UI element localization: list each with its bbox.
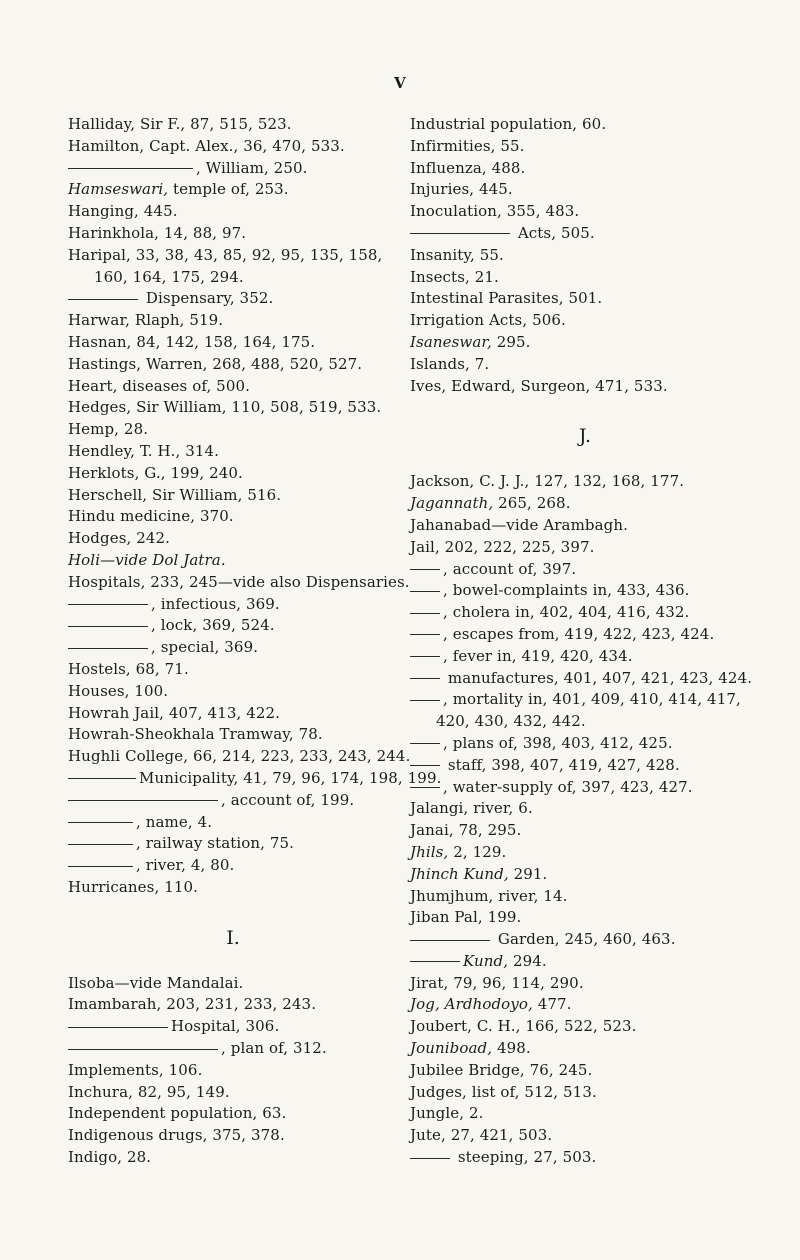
entry-text: 477. [532, 995, 572, 1014]
entry-text: Haripal, 33, 38, 43, 85, 92, 95, 135, 158, 160, 164, 175, 294. [68, 245, 383, 286]
entry-text: , fever in, 419, 420, 434. [443, 646, 633, 665]
entry-text: Hurricanes, 110. [68, 877, 198, 896]
entry-text: 265, 268. [493, 494, 571, 513]
entry-text: Ives, Edward, Surgeon, 471, 533. [410, 376, 668, 395]
ditto-dash [410, 613, 440, 614]
entry-text: Hodges, 242. [68, 529, 171, 548]
entry-text: Influenza, 488. [410, 158, 526, 177]
index-entry [68, 376, 398, 398]
index-entry [410, 907, 760, 929]
entry-text: , name, 4. [136, 812, 213, 831]
index-entry [410, 1147, 760, 1169]
index-entry [68, 419, 398, 441]
ditto-dash [410, 233, 510, 234]
entry-text: Judges, list of, 512, 513. [410, 1082, 597, 1101]
index-entry [410, 929, 760, 951]
entry-text: , William, 250. [196, 158, 308, 177]
entry-italic-term: Hamseswari, [68, 180, 169, 199]
entry-text: , mortality in, 401, 409, 410, 414, 417, 420, 430, 432, 442. [436, 690, 741, 731]
entry-text: Independent population, 63. [68, 1104, 287, 1123]
index-entry [410, 158, 760, 180]
entry-text: Hastings, Warren, 268, 488, 520, 527. [68, 354, 363, 373]
entry-text: Industrial population, 60. [410, 115, 607, 133]
index-entry [68, 310, 398, 332]
index-entry [410, 668, 760, 690]
index-entry [68, 659, 398, 681]
entry-text: Hospital, 306. [171, 1017, 280, 1036]
entry-text: Jubilee Bridge, 76, 245. [410, 1060, 593, 1079]
ditto-dash [410, 634, 440, 635]
entry-italic-term: Kund, [463, 951, 509, 970]
entry-text: Hendley, T. H., 314. [68, 441, 220, 460]
index-entry [410, 1016, 760, 1038]
entry-text: Jackson, C. J. J., 127, 132, 168, 177. [410, 472, 685, 491]
entry-text: Jiban Pal, 199. [410, 908, 522, 927]
ditto-dash [68, 1049, 218, 1050]
index-entry [410, 798, 760, 820]
ditto-dash [410, 591, 440, 592]
entry-text: Jalangi, river, 6. [410, 799, 533, 818]
entry-text: Implements, 106. [68, 1060, 203, 1079]
index-entry [68, 833, 398, 855]
section-letter: J. [578, 425, 592, 448]
index-entry [68, 1147, 398, 1169]
index-entry [68, 1125, 398, 1147]
entry-text: Inchura, 82, 95, 149. [68, 1082, 230, 1101]
index-entry [410, 1082, 760, 1104]
ditto-dash [68, 1027, 168, 1028]
entry-italic-term: Isaneswar, [410, 332, 492, 351]
index-entry [410, 493, 760, 515]
index-entry [68, 594, 398, 616]
index-entry [68, 354, 398, 376]
entry-text: Howrah Jail, 407, 413, 422. [68, 703, 281, 722]
entry-text: Jute, 27, 421, 503. [410, 1126, 553, 1145]
entry-text: Islands, 7. [410, 354, 490, 373]
entry-text: Infirmities, 55. [410, 136, 525, 155]
entry-text: Dispensary, 352. [141, 289, 274, 308]
index-entry [410, 288, 760, 310]
entry-text: Heart, diseases of, 500. [68, 376, 250, 395]
entry-italic-term: Jhils, [410, 842, 449, 861]
entry-text: Herschell, Sir William, 516. [68, 485, 282, 504]
entry-text: Indigo, 28. [68, 1148, 152, 1167]
ditto-dash [68, 844, 133, 845]
index-column-right [410, 114, 760, 1169]
section-letter: I. [226, 926, 240, 949]
entry-text: , cholera in, 402, 404, 416, 432. [443, 603, 690, 622]
index-entry [68, 615, 398, 637]
index-entry [410, 1060, 760, 1082]
entry-italic-term: Jog, Ardhodoyo, [410, 995, 533, 1014]
ditto-dash [410, 656, 440, 657]
entry-text: Imambarah, 203, 231, 233, 243. [68, 995, 317, 1014]
index-entry [68, 1103, 398, 1125]
entry-text: Jungle, 2. [410, 1104, 484, 1123]
entry-text: Intestinal Parasites, 501. [410, 289, 603, 308]
entry-text: Joubert, C. H., 166, 522, 523. [410, 1017, 637, 1036]
entry-text: temple of, 253. [168, 180, 289, 199]
index-entry [68, 746, 411, 768]
entry-text: 291. [508, 864, 548, 883]
entry-italic-term: Jouniboad, [410, 1039, 493, 1058]
index-entry [68, 1060, 398, 1082]
entry-text: Jail, 202, 222, 225, 397. [410, 537, 595, 556]
entry-text: , lock, 369, 524. [151, 616, 275, 635]
entry-text: Insanity, 55. [410, 245, 504, 264]
index-entry [68, 768, 442, 790]
entry-text: , special, 369. [151, 638, 259, 657]
ditto-dash [410, 569, 440, 570]
index-entry [410, 624, 760, 646]
index-entry [68, 441, 398, 463]
entry-text: , escapes from, 419, 422, 423, 424. [443, 624, 715, 643]
entry-text: 295. [491, 332, 531, 351]
entry-text: 498. [492, 1039, 531, 1058]
index-entry [410, 332, 760, 354]
entry-text: Houses, 100. [68, 681, 169, 700]
index-entry [410, 864, 760, 886]
index-entry [410, 354, 760, 376]
index-entry [68, 994, 398, 1016]
entry-text: 294. [508, 951, 547, 970]
entry-text: Hemp, 28. [68, 420, 149, 439]
index-entry [410, 179, 760, 201]
entry-text: Janai, 78, 295. [410, 821, 522, 840]
index-entry [410, 267, 760, 289]
entry-text: Irrigation Acts, 506. [410, 311, 566, 330]
entry-text: , river, 4, 80. [136, 856, 235, 875]
index-entry [410, 646, 760, 668]
index-entry [410, 1103, 760, 1125]
entry-text: Jahanabad—vide Arambagh. [410, 515, 628, 534]
index-entry [410, 376, 760, 398]
entry-text: , infectious, 369. [151, 594, 280, 613]
index-entry [410, 689, 760, 733]
index-entry [68, 1038, 398, 1060]
index-entry [68, 485, 398, 507]
entry-text: manufactures, 401, 407, 421, 423, 424. [443, 668, 753, 687]
index-entry [68, 637, 398, 659]
index-entry [68, 288, 398, 310]
ditto-dash [68, 800, 218, 801]
entry-italic-term: Jhinch Kund, [410, 864, 509, 883]
entry-text: Hamilton, Capt. Alex., 36, 470, 533. [68, 136, 345, 155]
ditto-dash [68, 626, 148, 627]
index-entry [68, 812, 398, 834]
index-entry [410, 602, 760, 624]
entry-text: Hedges, Sir William, 110, 508, 519, 533. [68, 398, 382, 417]
entry-text: , plans of, 398, 403, 412, 425. [443, 733, 673, 752]
ditto-dash [68, 604, 148, 605]
entry-text: Jirat, 79, 96, 114, 290. [410, 973, 584, 992]
index-entry [410, 1038, 760, 1060]
index-entry [410, 537, 760, 559]
index-entry [410, 755, 760, 777]
entry-text: , bowel-complaints in, 433, 436. [443, 581, 690, 600]
index-entry [410, 951, 760, 973]
entry-text: Harinkhola, 14, 88, 97. [68, 223, 247, 242]
entry-text: Howrah-Sheokhala Tramway, 78. [68, 725, 323, 744]
entry-text: Indigenous drugs, 375, 378. [68, 1126, 285, 1145]
entry-text: staff, 398, 407, 419, 427, 428. [443, 755, 680, 774]
ditto-dash [410, 787, 440, 788]
entry-text: Hindu medicine, 370. [68, 507, 234, 526]
index-entry [68, 572, 410, 594]
entry-text: Hughli College, 66, 214, 223, 233, 243, 244. [68, 747, 411, 766]
entry-text: Hasnan, 84, 142, 158, 164, 175. [68, 332, 316, 351]
ditto-dash [68, 822, 133, 823]
entry-text: Municipality, 41, 79, 96, 174, 198, 199. [139, 768, 442, 787]
entry-text: Injuries, 445. [410, 180, 513, 199]
index-entry [68, 179, 398, 201]
index-entry [410, 136, 760, 158]
index-entry [410, 223, 760, 245]
index-entry [68, 681, 398, 703]
index-entry [410, 515, 760, 537]
ditto-dash [410, 1158, 450, 1159]
index-entry [68, 1016, 398, 1038]
index-entry [68, 703, 398, 725]
entry-text: Garden, 245, 460, 463. [493, 930, 676, 949]
entry-italic-term: Jagannath, [410, 494, 494, 513]
ditto-dash [68, 299, 138, 300]
entry-text: , plan of, 312. [221, 1039, 327, 1058]
index-entry [68, 136, 398, 158]
index-entry [68, 397, 398, 419]
index-entry [410, 842, 760, 864]
index-entry [68, 855, 398, 877]
ditto-dash [410, 678, 440, 679]
entry-text: Insects, 21. [410, 267, 499, 286]
entry-text: , railway station, 75. [136, 834, 295, 853]
index-entry [68, 158, 398, 180]
index-entry [68, 332, 398, 354]
entry-text: 2, 129. [448, 842, 507, 861]
index-entry [410, 994, 760, 1016]
index-entry [410, 820, 760, 842]
index-entry [68, 790, 398, 812]
entry-text: Halliday, Sir F., 87, 515, 523. [68, 115, 292, 133]
entry-text: Hanging, 445. [68, 202, 178, 221]
entry-text: , account of, 397. [443, 559, 577, 578]
index-entry [68, 973, 398, 995]
index-entry [68, 463, 398, 485]
ditto-dash [68, 648, 148, 649]
entry-text: Jhumjhum, river, 14. [410, 886, 568, 905]
index-entry [68, 245, 398, 289]
index-entry [410, 559, 760, 581]
ditto-dash [410, 743, 440, 744]
index-entry [68, 201, 398, 223]
entry-text: , water-supply of, 397, 423, 427. [443, 777, 693, 796]
index-entry [410, 471, 760, 493]
entry-text: , account of, 199. [221, 790, 355, 809]
index-entry [410, 245, 760, 267]
ditto-dash [68, 168, 193, 169]
entry-text: Herklots, G., 199, 240. [68, 463, 243, 482]
index-entry [410, 777, 760, 799]
index-entry [410, 310, 760, 332]
ditto-dash [410, 700, 440, 701]
index-entry [68, 114, 398, 136]
index-entry [410, 114, 760, 136]
entry-text: Hospitals, 233, 245—vide also Dispensaries. [68, 572, 410, 591]
index-entry [68, 506, 398, 528]
page-marker: V [394, 74, 406, 92]
index-entry [68, 223, 398, 245]
ditto-dash [410, 940, 490, 941]
index-entry [68, 528, 398, 550]
index-entry [410, 973, 760, 995]
entry-text: steeping, 27, 503. [453, 1148, 597, 1167]
entry-text: Ilsoba—vide Mandalai. [68, 973, 244, 992]
entry-italic-term: Holi—vide Dol Jatra. [68, 550, 226, 569]
index-entry [410, 580, 760, 602]
index-entry [68, 1082, 398, 1104]
ditto-dash [410, 961, 460, 962]
index-entry [410, 201, 760, 223]
index-entry [68, 550, 398, 572]
index-entry [68, 724, 398, 746]
entry-text: Inoculation, 355, 483. [410, 202, 580, 221]
index-entry [68, 877, 398, 899]
index-entry [410, 886, 760, 908]
ditto-dash [68, 866, 133, 867]
entry-text: Hostels, 68, 71. [68, 659, 189, 678]
entry-text: Acts, 505. [513, 223, 595, 242]
ditto-dash [68, 778, 136, 779]
index-entry [410, 1125, 760, 1147]
index-entry [410, 733, 760, 755]
ditto-dash [410, 765, 440, 766]
entry-text: Harwar, Rlaph, 519. [68, 311, 224, 330]
